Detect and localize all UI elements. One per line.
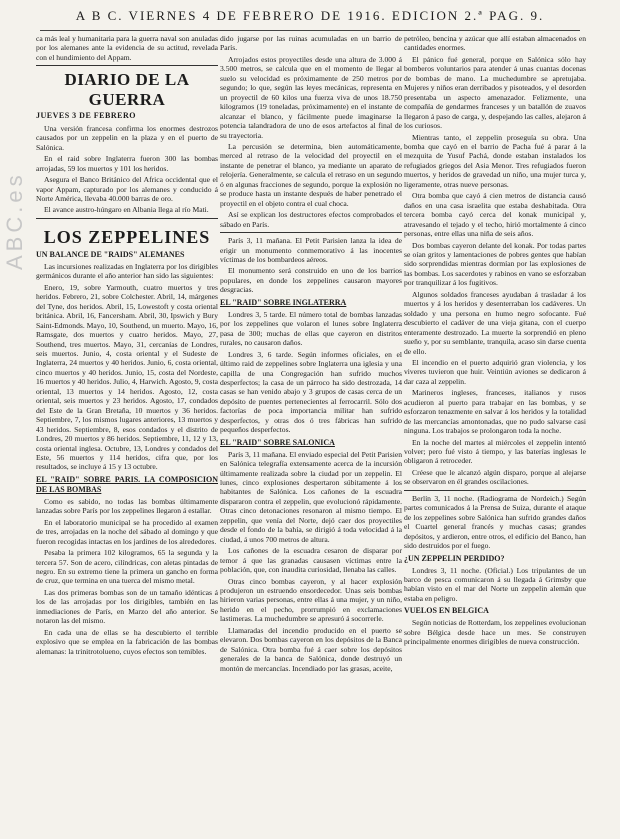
subsection-title: EL "RAID" SOBRE PARIS. LA COMPOSICION DE LAS BOMBAS: [36, 474, 218, 494]
paragraph: El avance austro-húngaro en Albania llega al río Mati.: [44, 205, 209, 215]
paragraph: El incendio en el puerto adquirió gran violencia, y los viveres tuvieron que huir. Veintiún aviones se dedicaron á dar caza al zeppelin.: [404, 357, 586, 386]
paragraph: París 3, 11 mañana. El enviado especial del Petit Parisien en Salónica telegrafía extensamente acerca de la incursión últimamente realizada sobre la ciudad por un zeppelin. El lunes, cinco explosiones despertaron súbitamente á los habitantes de Salónica. Los cañones de la escuadra dispararon contra el zeppelin, que evolucionó rápidamente. Otras cinco detonaciones resonaron al mismo tiempo. El zeppelin, que venía del Norte, dejó caer dos proyectiles desde el fondo de la bahía, se dirigió á toda velocidad á la ciudad, á unos 700 metros de altura.: [220, 449, 402, 544]
paragraph: Londres 3, 6 tarde. Según informes oficiales, en el último raid de zeppelines sobre Inglaterra una iglesia y una capilla de una Congregación han sufrido muchos desperfectos; la casa de un párroco ha sido destrozada, 14 casas se han venido abajo y 3 grupos de casas cerca de un depósito de puentes pertenecientes al ferrocarril. Sólo dos factorías de poca importancia militar han sufrido desperfectos, y otras dos ó tres fábricas han sufrido pequeños desperfectos.: [220, 349, 402, 435]
paragraph: Otra bomba que cayó á cien metros de distancia causó daños en una casa israelita que estaba deshabitada. Otra tercera bomba cayó cerca del konak municipal y, atravesando el tejado y el techo, hirió mortalmente á cinco personas, entre ellas una niña de seis años.: [404, 191, 586, 239]
paragraph: Asegura el Banco Británico del Africa occidental que el vapor Appam, capturado por los alemanes y conducido á Norte América, llevaba 40.000 barras de oro.: [36, 175, 218, 203]
subsection-title: VUELOS EN BELGICA: [404, 606, 489, 616]
section-date: JUEVES 3 DE FEBRERO: [36, 111, 136, 121]
paragraph: Así se explican los destructores efectos comprobados el sábado en París.: [220, 210, 402, 229]
paragraph: El monumento será construido en uno de los barrios populares, en donde los zeppelines causaron mayores desgracias.: [220, 266, 402, 295]
subsection-title: EL "RAID" SOBRE SALONICA: [220, 437, 335, 447]
paragraph: Marineros ingleses, franceses, italianos y rusos acudieron al puerto para trabajar en las bombas, y se esforzaron tenazmente en salvar á los heridos y la totalidad de las mercancías amontonadas, que no pudo salvarse casi ninguna. Los trabajos se prolongaron toda la noche.: [404, 388, 586, 436]
paragraph: Enero, 19, sobre Yarmouth, cuatro muertos y tres heridos. Febrero, 21, sobre Colchester. Abril, 14, márgenes del Tyne, dos heridos. Abril, 15, Lowestoft y costa oriental británica. Abril, 16, Fancersham. Abril, 30, Ipswich y Bury Saint-Edmonds. Mayo, 10, Southend, un muerto. Mayo, 16, Ramsgate, dos muertos y cuatro heridos. Mayo, 27, Southend, tres muertos. Mayo, 31, cercanías de Londres, seis muertos. Junio, 4, costa oriental y el Sudeste de Inglaterra, 24 muertos y 40 heridos. Junio, 6, costa oriental, cinco muertos y 40 heridos. Junio, 15, costa del Nordeste, 16 muertos y 40 heridos. Julio, 4, Harwich. Agosto, 9, costa oriental, 13 muertos y 14 heridos. Agosto, 12, costa oriental, seis muertos y 23 heridos. Agosto, 17, condados del Este de la Gran Bretaña, 10 muertos y 36 heridos. Septiembre, 7, los mismos lugares anteriores, 13 muertos y 43 heridos. Septiembre, 8, esos condados y el distrito de Londres, 20 muertos y 86 heridos. Septiembre, 11, 12 y 13, costa oriental inglesa. Octubre, 13, Londres y condados del Este, 56 muertos y 114 heridos, cifra que, por los resultados, se incluye á 15 y 13 octubre.: [36, 282, 218, 472]
paragraph: En cada una de ellas se ha descubierto el terrible explosivo que se emplea en la fabricación de las bombas alemanas: la trinitrotolueno, cuyos efectos son temibles.: [36, 627, 218, 656]
paragraph: dido jugarse por las ruinas acumuladas en un barrio de París.: [220, 34, 402, 53]
paragraph: En la noche del martes al miércoles el zeppelin intentó volver; pero fué visto á tiempo, y las baterías inglesas le obligaron á retroceder.: [404, 437, 586, 466]
column-2: [220, 34, 402, 834]
subsection-title: ¿UN ZEPPELIN PERDIDO?: [404, 553, 505, 563]
paragraph: Las dos primeras bombas son de un tamaño idénticas á los de las arrojadas por los dirigibles, también en las inmediaciones de París, en Marzo del año anterior. Se notaron las del mismo.: [36, 587, 218, 626]
paragraph: Otras cinco bombas cayeron, y al hacer explosión produjeron un estruendo ensordecedor. Unas seis bombas hirieron varias personas, entre ellas á una mujer, y un niño, herido en el pecho, prorrumpió en exclamaciones lastimeras. La muchedumbre se apresuró á socorrerle.: [220, 576, 402, 624]
paragraph: Arrojados estos proyectiles desde una altura de 3.000 á 3.500 metros, se calcula que en el momento de llegar al suelo su velocidad es próximamente de 250 metros por segundo; lo que, según las leyes mecánicas, representa en un proyectil de 60 kilos una fuerza viva de unos 18.750 kilogramos (19 toneladas, próximamente) en el instante de alcanzar el blanco, y fácilmente puede imaginarse la potencia talandradora de uno de esos artefactos al final de su trayectoria.: [220, 54, 402, 140]
paragraph: Dos bombas cayeron delante del konak. Por todas partes se oían gritos y lamentaciones de pobres gentes que habían sido sorprendidas mientras dormían por las explosiones de las bombas. Los sacerdotes y rabinos en vano se esforzaban por tranquilizar á los fugitivos.: [404, 240, 586, 288]
paragraph: Londres 3, 11 noche. (Oficial.) Los tripulantes de un barco de pesca comunicaron á su llegada á Grimsby que habían visto en el mar del Norte un zeppelin alemán que estaba en peligro.: [404, 565, 586, 603]
divider: [220, 232, 402, 233]
paragraph: Algunos soldados franceses ayudaban á trasladar á los muertos y á los heridos y desenterraban los cadáveres. Un soldado y una persona en humo negro sofocante. Fué descubierto el cadáver de una vieja gitana, con el cuerpo enteramente destrozado. La muerte la sorprendió en pleno sueño y, por su semblante, tranquila, acaso sin darse cuenta de ello.: [404, 289, 586, 356]
watermark-logo: ABC.es: [2, 171, 27, 270]
paragraph: Llamaradas del incendio producido en el puerto se elevaron. Dos bombas cayeron en los depósitos de la Banca de Salónica. Otra bomba fué á caer sobre los depósitos generales de la banca de Salónica, donde destruyó un montón de mercancías. Incendiado por las grasas, aceite,: [220, 625, 402, 673]
column-1: [36, 34, 218, 834]
paragraph: Las incursiones realizadas en Inglaterra por los dirigibles germánicos durante el año anterior han sido las siguientes:: [36, 261, 218, 281]
paragraph: Pesaba la primera 102 kilogramos, 65 la segunda y la tercera 57. Son de acero, cilíndricas, con aletas pintadas de negro. En su extremo tiene la primera un gancho en forma de cruz, que termina en una tuerca del mismo metal.: [36, 548, 218, 586]
section-title-diario: DIARIO DE LA GUERRA: [64, 70, 190, 110]
paragraph: Los cañones de la escuadra cesaron de disparar por temor á que las granadas causasen víctimas entre la población, que, con inaudita curiosidad, llenaba las calles.: [220, 546, 402, 575]
paragraph: ca más leal y humanitaria para la guerra naval son anuladas por los alemanes ante la evidencia de su actitud, revelada con el hundimiento del Appam.: [36, 34, 218, 62]
page-header: A B C. VIERNES 4 DE FEBRERO DE 1916. EDICION 2.ª PAG. 9.: [40, 2, 580, 31]
divider: [36, 65, 218, 66]
divider: [36, 218, 218, 219]
column-3: [404, 34, 586, 834]
paragraph: París 3, 11 mañana. El Petit Parisien lanza la idea de erigir un monumento conmemorativo á las inocentes víctimas de los bombardeos aéreos.: [220, 236, 402, 264]
subsection-title: EL "RAID" SOBRE INGLATERRA: [220, 297, 347, 307]
paragraph: Berlín 3, 11 noche. (Radiograma de Nordeich.) Según partes comunicados á la Prensa de Suiza, durante el ataque de los zeppelines sobre Salónica han sufrido grandes daños el Cuartel general francés y muchas casas; grandes depósitos, y ardieron, entre otros, el edificio del Banco, han sido destruidos por el fuego.: [404, 493, 586, 551]
paragraph: El pánico fué general, porque en Salónica sólo hay bomberos voluntarios para atender á unas cuantas docenas de bombas de mano. La muchedumbre se apretujaba. Mujeres y niños eran derribados y pisoteados, y el desorden presentaba un aspecto amenazador. Felizmente, una compañía de gendarmes franceses y un batallón de zuavos llegaron á paso de carga, y, despejando las calles, alejaron á los curiosos.: [404, 54, 586, 131]
subsection-title: UN BALANCE DE "RAIDS" ALEMANES: [36, 249, 185, 259]
paragraph: Londres 3, 5 tarde. El número total de bombas lanzadas por los zeppelines que volaron el lunes sobre Inglaterra pasa de 300; muchas de ellas que cayeron en distritos rurales, no causaron daños.: [220, 309, 402, 348]
paragraph: Créese que le alcanzó algún disparo, porque al alejarse se observaron en él grandes oscilaciones.: [404, 467, 586, 487]
paragraph: Una versión francesa confirma los enormes destrozos causados por un zeppelin en la plaza y en el puerto de Salónica.: [36, 123, 218, 152]
section-title-zeppelines: LOS ZEPPELINES: [43, 226, 211, 247]
paragraph: Mientras tanto, el zeppelin proseguía su obra. Una bomba que cayó en el barrio de Pacha fué á parar á la mezquita de Yusuf Pachá, donde estaban instalados los refugiados griegos del Asia Menor. Tres refugiados fueron muertos, y heridos de gravedad un niño, una mujer turca y, ligeramente, otras nueve personas.: [404, 132, 586, 189]
paragraph: La percusión se determina, bien automáticamente, merced al retraso de la velocidad del proyectil en el instante de penetrar el blanco, ya mediante un aparato de relojería. Generalmente, se calcula el retraso en un segundo ó en algunas fracciones de segundo, porque la explosión no se produce hasta un instante después de haber penetrado el proyectil en el objeto contra el cual choca.: [220, 141, 402, 208]
paragraph: En el laboratorio municipal se ha procedido al examen de tres, arrojadas en la noche del sábado al domingo y que fueron recogidas intactas en los jardines de los alrededores.: [36, 517, 218, 546]
paragraph: En el raid sobre Inglaterra fueron 300 las bombas arrojadas, 59 los muertos y 101 los heridos.: [36, 154, 218, 173]
paragraph: Como es sabido, no todas las bombas últimamente lanzadas sobre París por los zeppelines llegaron á estallar.: [36, 496, 218, 516]
paragraph: petróleo, bencina y azúcar que allí estaban almacenados en cantidades enormes.: [404, 34, 586, 53]
divider: [404, 490, 586, 491]
paragraph: Según noticias de Rotterdam, los zeppelines evolucionan sobre Bélgica desde hace un mes. Se construyen principalmente enormes dirigibles de nueva construcción.: [404, 618, 586, 647]
